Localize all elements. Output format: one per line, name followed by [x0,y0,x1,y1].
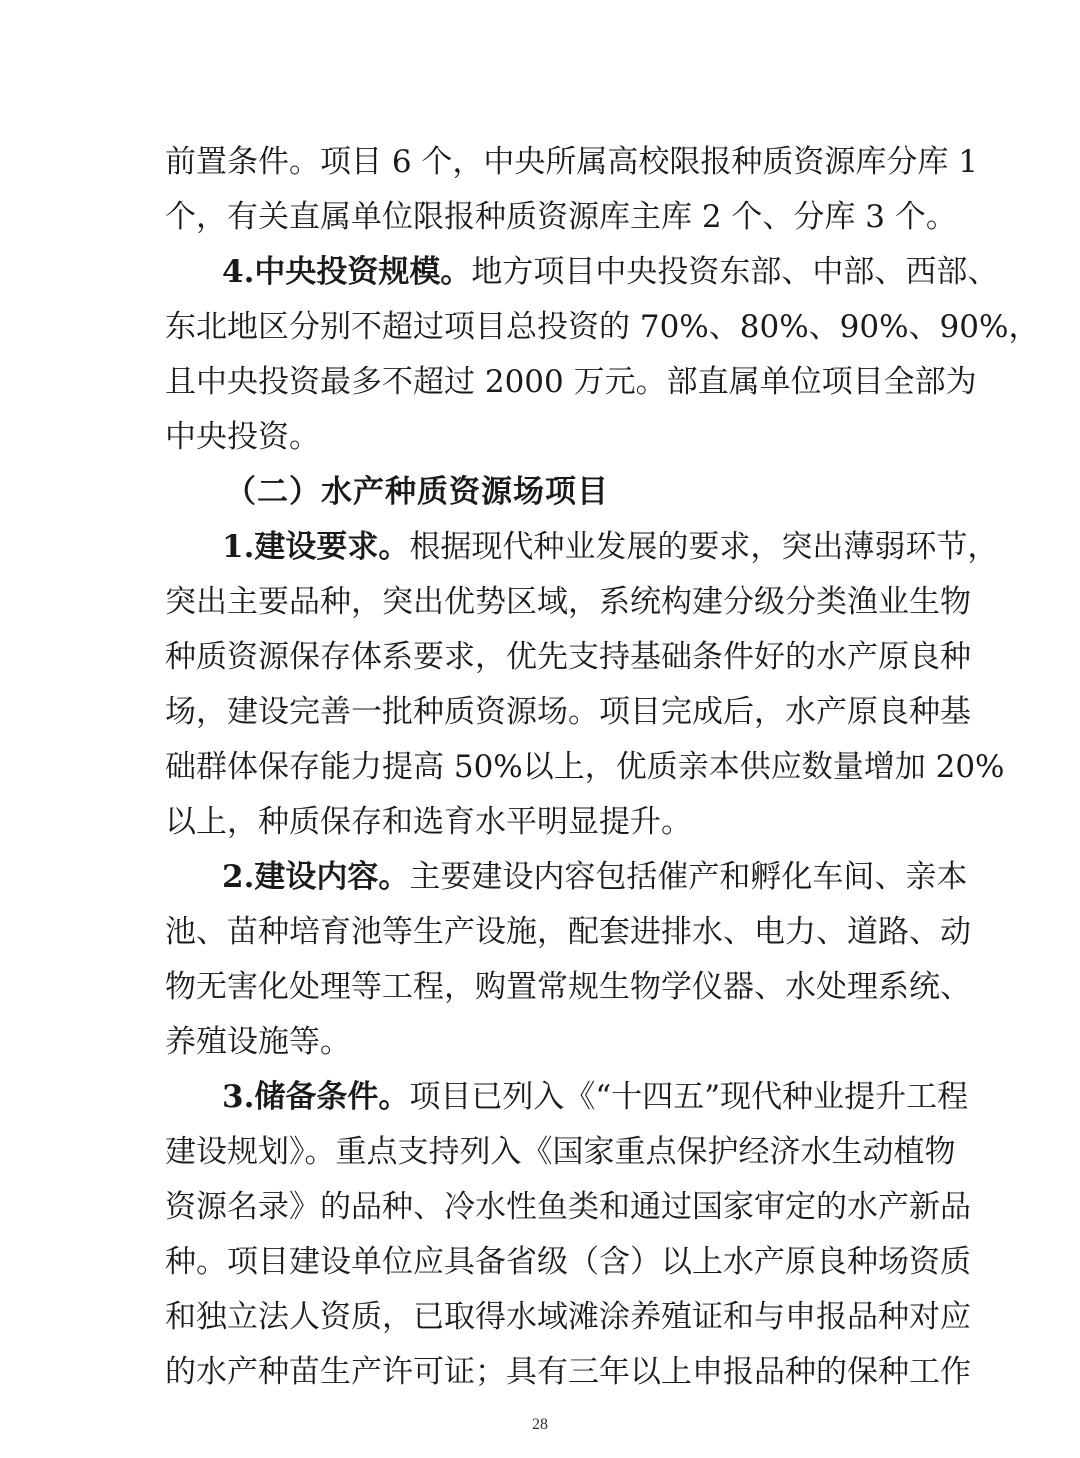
page-number: 28 [532,1416,548,1433]
text-line: 个，有关直属单位限报种质资源库主库 2 个、分库 3 个。 [165,199,957,235]
paragraph-title: 4.中央投资规模。 [222,254,472,290]
text-line: 种质资源保存体系要求，优先支持基础条件好的水产原良种 [165,639,971,675]
text-line: 的水产种苗生产许可证；具有三年以上申报品种的保种工作 [165,1354,971,1390]
paragraph-title: 1.建设要求。 [222,529,410,565]
text-line: 资源名录》的品种、冷水性鱼类和通过国家审定的水产新品 [165,1189,971,1225]
text-line: 场，建设完善一批种质资源场。项目完成后，水产原良种基 [165,694,971,730]
text-line: 以上，种质保存和选育水平明显提升。 [165,804,692,840]
paragraph-title: 2.建设内容。 [222,859,410,895]
paragraph-text: 项目已列入《“十四五”现代种业提升工程 [409,1079,969,1115]
text-line: 养殖设施等。 [165,1024,351,1060]
paragraph-text: 根据现代种业发展的要求，突出薄弱环节， [409,529,999,565]
paragraph-first-line [222,1077,969,1117]
paragraph-first-line [222,252,999,292]
text-line: 突出主要品种，突出优势区域，系统构建分级分类渔业生物 [165,584,971,620]
paragraph-text: 地方项目中央投资东部、中部、西部、 [471,254,999,290]
text-line: 东北地区分别不超过项目总投资的 70%、80%、90%、90%， [165,309,1040,345]
paragraph-first-line [222,857,968,897]
text-line: 础群体保存能力提高 50%以上，优质亲本供应数量增加 20% [165,749,1005,785]
text-line: 前置条件。项目 6 个，中央所属高校限报种质资源库分库 1 [165,144,979,180]
paragraph-title: 3.储备条件。 [222,1079,410,1115]
text-line: 中央投资。 [165,419,320,455]
text-line: 和独立法人资质，已取得水域滩涂养殖证和与申报品种对应 [165,1299,971,1335]
text-line: 种。项目建设单位应具备省级（含）以上水产原良种场资质 [165,1244,971,1280]
text-line: 池、苗种培育池等生产设施，配套进排水、电力、道路、动 [165,914,971,950]
section-heading: （二）水产种质资源场项目 [225,474,609,510]
paragraph-text: 主要建设内容包括催产和孵化车间、亲本 [409,859,968,895]
text-line: 物无害化处理等工程，购置常规生物学仪器、水处理系统、 [165,969,971,1005]
text-line: 且中央投资最多不超过 2000 万元。部直属单位项目全部为 [165,364,977,400]
text-line: 建设规划》。重点支持列入《国家重点保护经济水生动植物 [165,1134,956,1170]
paragraph-first-line [222,527,999,567]
